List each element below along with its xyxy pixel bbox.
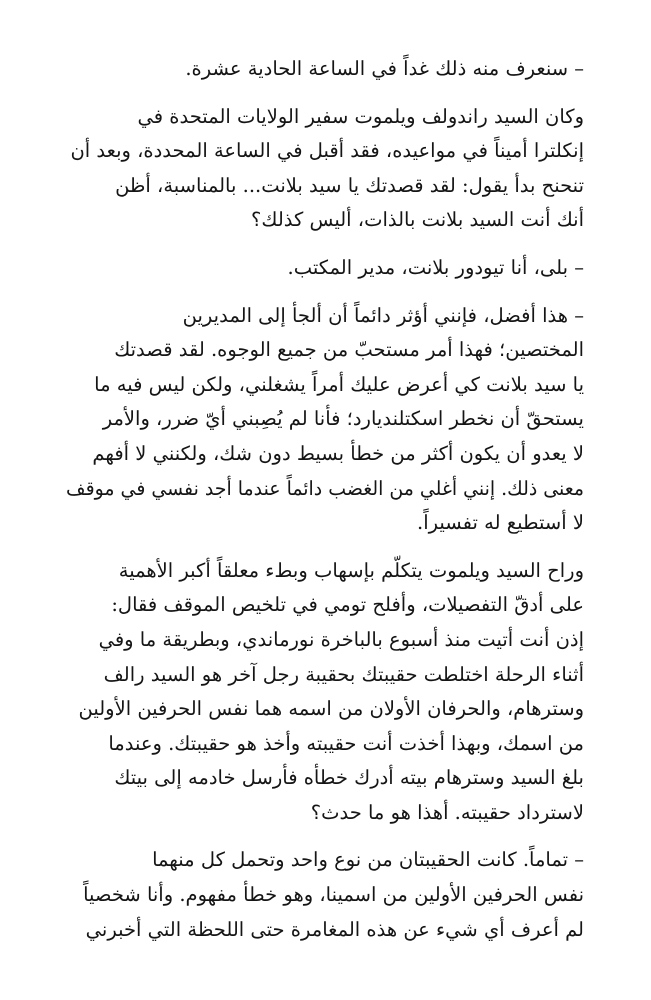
text-line: – هذا أفضل، فإنني أؤثر دائماً أن ألجأ إلى المديرين bbox=[182, 303, 584, 327]
paragraph bbox=[66, 52, 584, 87]
text-line: لا يعدو أن يكون أكثر من خطأ بسيط دون شك، ولكنني لا أفهم bbox=[92, 441, 584, 465]
text-line: معنى ذلك. إنني أغلي من الغضب دائماً عندما أجد نفسي في موقف bbox=[66, 476, 584, 500]
text-line: بلغ السيد وسترهام بيته أدرك خطأه فأرسل خادمه إلى بيتك bbox=[114, 766, 584, 790]
text-line: لاسترداد حقيبته. أهذا هو ما حدث؟ bbox=[310, 800, 584, 824]
text-line: تنحنح بدأ يقول: لقد قصدتك يا سيد بلانت... بالمناسبة، أظن bbox=[115, 173, 584, 197]
text-line: – سنعرف منه ذلك غداً في الساعة الحادية عشرة. bbox=[185, 57, 584, 80]
text-line: وكان السيد راندولف ويلموت سفير الولايات المتحدة في bbox=[137, 104, 584, 128]
text-line: وسترهام، والحرفان الأولان من اسمه هما نفس الحرفين الأولين bbox=[78, 697, 584, 721]
paragraph bbox=[66, 251, 584, 286]
text-line: – تماماً. كانت الحقيبتان من نوع واحد وتحمل كل منهما bbox=[152, 848, 584, 872]
text-line: – بلى، أنا تيودور بلانت، مدير المكتب. bbox=[287, 255, 584, 279]
paragraph bbox=[66, 843, 584, 947]
text-line: المختصين؛ فهذا أمر مستحبّ من جميع الوجوه. لقد قصدتك bbox=[114, 338, 584, 362]
text-line: يستحقّ أن نخطر اسكتلنديارد؛ فأنا لم يُصِبني أيّ ضرر، والأمر bbox=[102, 407, 584, 431]
paragraph bbox=[66, 100, 584, 238]
text-line: لا أستطيع له تفسيراً. bbox=[417, 511, 584, 535]
text-line: إنكلترا أميناً في مواعيده، فقد أقبل في الساعة المحددة، وبعد أن bbox=[70, 139, 584, 163]
text-line: أثناء الرحلة اختلطت حقيبتك بحقيبة رجل آخر هو السيد رالف bbox=[103, 662, 584, 686]
text-line: على أدقّ التفصيلات، وأفلح تومي في تلخيص الموقف فقال: bbox=[111, 593, 584, 617]
text-line: من اسمك، وبهذا أخذت أنت حقيبته وأخذ هو حقيبتك. وعندما bbox=[108, 731, 584, 755]
text-line: إذن أنت أتيت منذ أسبوع بالباخرة نورماندي، وبطريقة ما وفي bbox=[98, 627, 584, 651]
text-line: وراح السيد ويلموت يتكلّم بإسهاب وبطء معلقاً أكبر الأهمية bbox=[118, 558, 584, 582]
text-line: نفس الحرفين الأولين من اسمينا، وهو خطأ مفهوم. وأنا شخصياً bbox=[83, 883, 584, 907]
text-line: لم أعرف أي شيء عن هذه المغامرة حتى اللحظة التي أخبرني bbox=[85, 917, 584, 941]
book-page bbox=[66, 52, 584, 992]
text-line: يا سيد بلانت كي أعرض عليك أمراً يشغلني، ولكن ليس فيه ما bbox=[94, 372, 584, 396]
text-line: أنك أنت السيد بلانت بالذات، أليس كذلك؟ bbox=[251, 208, 584, 232]
paragraph bbox=[66, 299, 584, 541]
paragraph bbox=[66, 554, 584, 831]
